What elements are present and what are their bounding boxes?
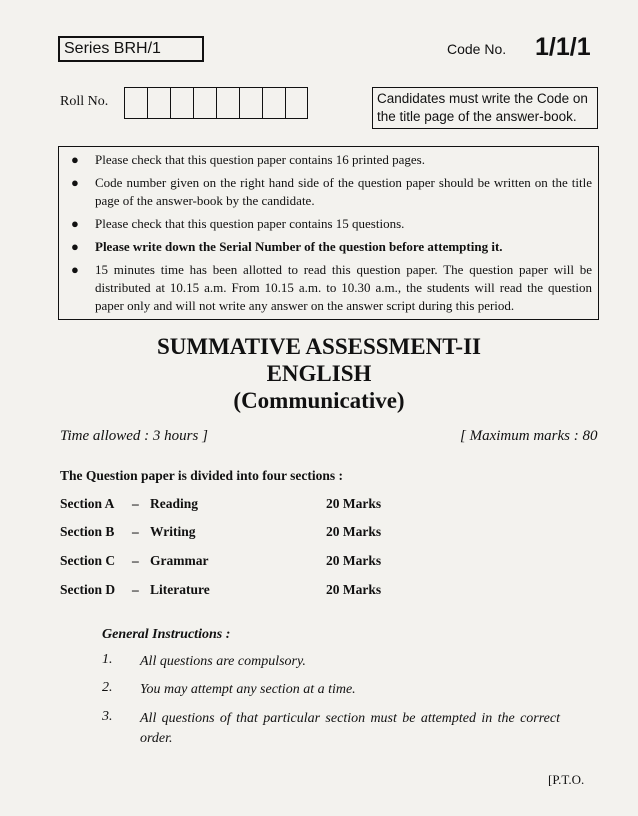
roll-no-cell[interactable] [193, 87, 216, 119]
instruction-item: ● Code number given on the right hand side of the question paper should be written on the title page of the answer-book by the candidate. [71, 175, 592, 208]
bullet-icon: ● [71, 175, 79, 190]
instruction-text: All questions of that particular section must be attempted in the correct order. [140, 711, 560, 746]
page-turn-note: [P.T.O. [548, 772, 585, 787]
instruction-text: You may attempt any section at a time. [140, 682, 356, 697]
section-dash: – [132, 496, 139, 511]
general-instruction-item [102, 680, 560, 700]
exam-title: SUMMATIVE ASSESSMENT-II [156, 334, 481, 359]
bullet-icon: ● [71, 239, 79, 254]
roll-no-cell[interactable] [170, 87, 193, 119]
bullet-icon: ● [71, 262, 79, 277]
instructions-list [71, 151, 592, 315]
instruction-number: 2. [102, 680, 113, 695]
section-row [60, 496, 381, 512]
roll-no-cell[interactable] [239, 87, 262, 119]
section-row [60, 553, 381, 569]
general-instructions-title: General Instructions : [102, 627, 231, 642]
roll-no-grid[interactable] [124, 87, 308, 119]
section-marks: 20 Marks [326, 553, 382, 568]
section-name: Literature [150, 582, 210, 597]
section-dash: – [132, 582, 139, 597]
roll-no-cell[interactable] [124, 87, 147, 119]
section-id: Section B [60, 524, 115, 539]
roll-no-cell[interactable] [262, 87, 285, 119]
candidate-note-box: Candidates must write the Code on the title page of the answer-book. [372, 87, 598, 129]
section-id: Section A [60, 496, 115, 511]
general-instruction-item [102, 709, 560, 749]
instruction-item: ● Please check that this question paper contains 16 printed pages. [71, 152, 425, 167]
general-instruction-item [102, 652, 560, 672]
sections-intro: The Question paper is divided into four sections : [60, 468, 344, 483]
maximum-marks: [ Maximum marks : 80 [460, 428, 598, 444]
roll-no-cell[interactable] [216, 87, 239, 119]
bullet-icon: ● [71, 216, 79, 231]
section-row [60, 524, 381, 540]
instructions-box [58, 146, 599, 320]
code-label: Code No. [447, 41, 507, 57]
section-dash: – [132, 553, 139, 568]
subject-title: ENGLISH [266, 361, 372, 386]
instruction-item: ● Please check that this question paper contains 15 questions. [71, 216, 405, 231]
roll-no-cell[interactable] [285, 87, 308, 119]
section-name: Reading [150, 496, 199, 511]
section-name: Grammar [150, 553, 209, 568]
instruction-text: All questions are compulsory. [140, 654, 306, 669]
section-marks: 20 Marks [326, 496, 382, 511]
section-name: Writing [150, 524, 196, 539]
instruction-item: ● 15 minutes time has been allotted to read this question paper. The question paper will be distributed at 10.15 a.m. From 10.15 a.m. to 10.30 a.m., the students will read the question paper only and will not write any answer on the answer script during this period. [71, 262, 592, 313]
instruction-item: ● Please write down the Serial Number of the question before attempting it. [71, 239, 503, 254]
section-dash: – [132, 524, 139, 539]
section-id: Section D [60, 582, 116, 597]
section-marks: 20 Marks [326, 582, 382, 597]
subject-subtitle: (Communicative) [233, 388, 405, 413]
instruction-number: 1. [102, 652, 113, 667]
section-id: Section C [60, 553, 116, 568]
roll-no-cell[interactable] [147, 87, 170, 119]
time-allowed: Time allowed : 3 hours ] [60, 428, 208, 444]
bullet-icon: ● [71, 152, 79, 167]
code-value: 1/1/1 [535, 33, 591, 61]
section-marks: 20 Marks [326, 524, 382, 539]
series-label: Series BRH/1 [58, 36, 204, 62]
section-row [60, 582, 381, 598]
roll-no-label: Roll No. [60, 94, 109, 109]
instruction-number: 3. [102, 709, 113, 724]
